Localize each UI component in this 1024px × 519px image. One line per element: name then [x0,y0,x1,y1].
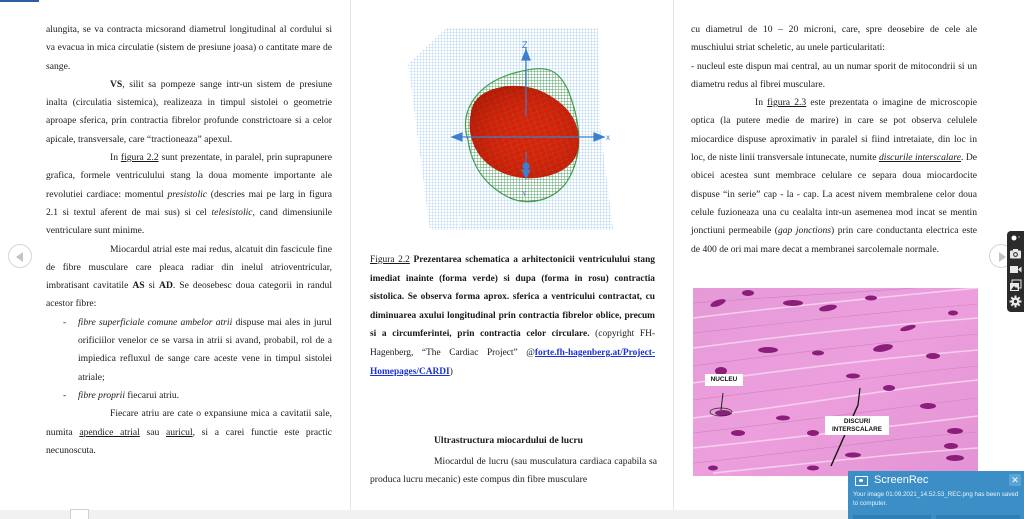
text: fiecarui atriu. [125,389,180,401]
paragraph [691,94,977,259]
text: Fiecare atriu are cate o expansiune mica a cavitatii sale, numita [46,408,332,438]
gallery-icon[interactable] [1009,279,1022,292]
text: In [755,97,768,109]
text: ) prin care conductanta electrica este de 400 de ori mai mare decat a membranei sarcolemale normale. [691,225,977,255]
text: , silit sa pompeze sange intr-un sistem de presiune inalta (circulatia sistemica), realizeaza in timpul sistolei o geometrie aproape sferica, prin contractia fibrelor profunde constrictoare si a celor apicale, transversale, care “tractioneaza” apexul. [46,78,332,145]
figure-caption [370,251,655,381]
paragraph [46,149,332,240]
notification-action-button[interactable] [936,515,1020,519]
label-nucleu: NUCLEU [705,374,743,386]
list-dash: - [63,316,67,328]
paragraph [370,453,657,490]
paragraph [46,241,332,314]
document-page-left [0,0,350,510]
text: , si a carei functie este practic necunoscuta. [46,426,333,456]
left-text-column [46,21,332,460]
section-title: Ultrastructura miocardului de lucru [434,435,583,446]
label-line-2: INTERSCALARE [831,425,883,433]
screenrec-toolbar [1007,231,1024,312]
list-item [63,387,332,405]
italic-term: presistolic [167,188,208,200]
figure-link[interactable]: figura 2.2 [120,152,159,164]
chevron-left-icon [16,252,23,262]
italic-term: fibre proprii [78,389,125,401]
label-discuri-interscalare [825,416,889,435]
previous-page-button[interactable] [8,244,32,268]
text: este prezentata o imagine de microscopie optica (la putere medie de marire) in care se pot observa celulele miocardice dispuse aproximativ in paralel si fiind intretaiate, din loc in loc, de niste linii transversale intunecate, numite [691,97,977,164]
pin-icon[interactable] [1009,233,1022,246]
text: In [110,152,121,164]
paragraph [46,76,332,149]
bold-term: VS [110,78,123,90]
ventricle-3d-figure [408,20,618,230]
italic-term: gap jonctions [777,225,832,237]
text: sunt prezentate, in paralel, prin suprapunere grafica, formele ventriculului stang la doua momente importante ale revolutiei cardiace: momentul [46,152,332,200]
caption-text: (copyright FH-Hagenberg, “The Cardiac Project” @ [370,329,655,358]
list-dash: - [63,389,67,401]
chevron-right-icon [999,252,1006,262]
source-link[interactable]: forte.fh-hagenberg.at/Project-Homepages/CARDI [370,347,655,377]
underlined-term: apendice atrial [79,426,140,438]
document-page-right [673,0,1024,510]
figure-link[interactable]: figura 2.3 [767,97,807,109]
axis-x-label: x [606,133,610,142]
italic-term: fibre superficiale comune ambelor atrii [78,316,233,328]
figure-ref: Figura 2.2 [370,255,410,265]
bold-term: AD [159,280,173,292]
notification-action-button[interactable] [853,515,931,519]
document-page-middle [350,0,673,510]
caption-bold-text: Prezentarea schematica a arhitectonicii ventriculului stang imediat inainte (forma verde) si dupa (forma in rosu) contractia sistolica. Se observa forma aprox. sferica a ventricului contractat, cu diminuarea axului longitudinal prin contractia fibrelor oblice, precum si a circumferintei, prin contractia celor circulare. [370,255,655,340]
notification-message: Your image 01.09.2021_14.52.53_REC.png has been saved to computer. [853,491,1019,507]
label-line-1: DISCURI [843,418,871,425]
italic-term: telesistolic [211,206,253,218]
close-icon[interactable]: ✕ [1009,474,1021,486]
notification-title: ScreenRec [874,474,929,486]
bold-term: AS [132,280,145,292]
paragraph: - nucleul este dispun mai central, au un numar sporit de mitocondrii si un diametru redus al fibrei musculare. [691,60,977,90]
caption-text-end: ) [449,366,453,377]
text: Miocardul de lucru (sau musculatura cardiaca capabila sa produca lucru mecanic) este compus din fibre musculare [370,456,657,486]
screenrec-notification [848,471,1024,519]
axis-y-label: Y [522,191,527,198]
paragraph: alungita, se va contracta micsorand diametrul longitudinal al cordului si va evacua in mica circulatie (sistem de presiune joasa) o cantitate mare de sange. [46,24,332,72]
text: sau [139,426,166,438]
microscopy-figure [693,288,978,476]
text: . De obicei acestea sunt membrace celulare ce separa doua miocardocite dispuse “in serie” cap - la - cap. La acest nivem membralene celor doua celule fuzioneaza una cu cealalta intr-un asemenea mod incat se mentin jonctiuni permeabile ( [691,152,978,237]
text: si [144,280,160,292]
text: dispuse mai ales in jurul orificiilor venelor ce se varsa in atrii si avand, probabil, rol de a impiedica refluxul de sange care aceste vene in timpul sistolei atriale; [78,316,332,383]
text: (descries mai pe larg in figura 2.1 si textul aferent de mai sus) si cel [46,188,332,218]
text: Miocardul atrial este mai redus, alcatuit din fascicule fine de fibre musculare care pleaca radiar din inelul atrioventricular, imbratisant cavitatile [46,243,332,292]
right-text-column [691,21,977,259]
paragraph [46,405,332,460]
fiber-list [63,314,332,405]
axis-z-label: Z [522,40,528,50]
scroll-thumb[interactable] [70,509,89,519]
camera-icon[interactable] [1009,247,1022,260]
screenrec-logo-icon [855,476,868,486]
list-item [63,314,332,387]
gear-icon[interactable] [1009,295,1022,308]
underlined-term: auricul [165,426,193,438]
paragraph: cu diametrul de 10 – 20 microni, care, spre deosebire de cele ale muschiului striat scheletic, au unele particularitati: [691,24,977,54]
video-icon[interactable] [1009,263,1022,276]
italic-underlined-term: discurile interscalare [878,152,961,164]
text: . Se deosebesc doua categorii in randul acestor fibre: [46,280,332,310]
text: , cand dimensiunile ventriculare sunt minime. [46,206,332,237]
